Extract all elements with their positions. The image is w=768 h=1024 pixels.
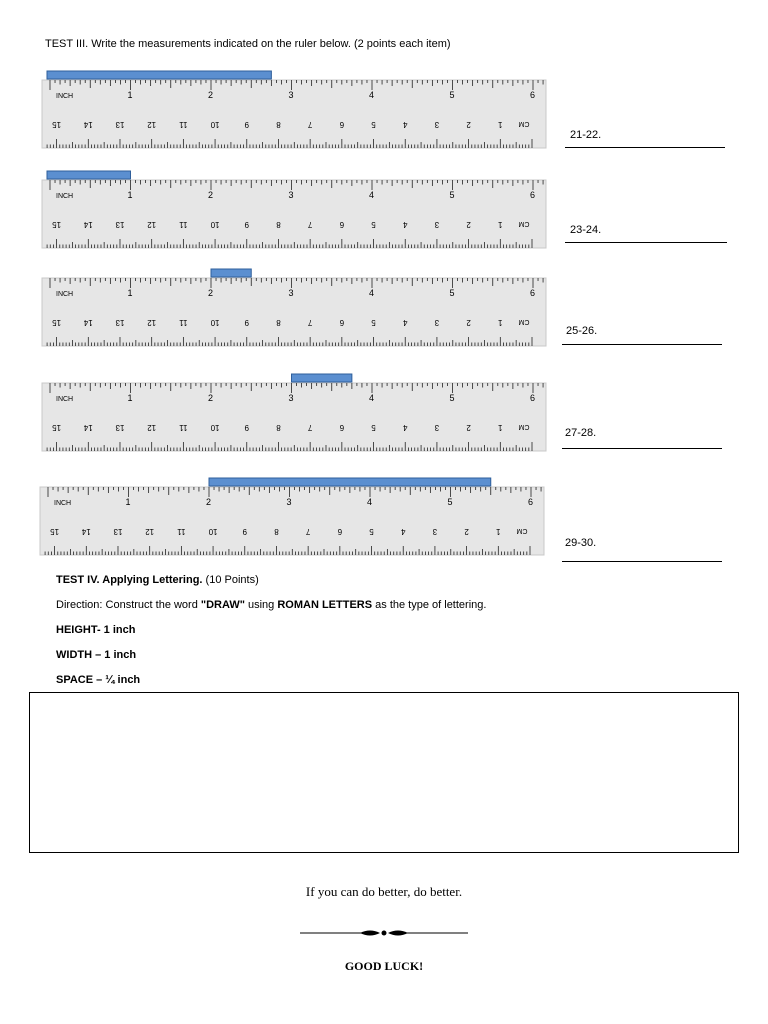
cm-number: 9 <box>244 120 249 129</box>
ruler-body <box>42 278 546 346</box>
cm-number: 9 <box>244 318 249 327</box>
cm-number: 11 <box>179 423 188 432</box>
inch-number: 6 <box>530 393 536 403</box>
cm-number: 10 <box>210 220 220 229</box>
cm-number: 11 <box>177 527 186 536</box>
cm-number: 7 <box>307 318 313 327</box>
answer-label-25-26: 25-26. <box>566 325 598 337</box>
cm-number: 4 <box>401 527 406 536</box>
cm-unit-label: CM <box>518 423 530 430</box>
cm-unit-label: CM <box>516 527 528 534</box>
cm-number: 3 <box>432 527 438 536</box>
cm-number: 13 <box>113 527 123 536</box>
test4-title: TEST IV. Applying Lettering. <box>56 574 203 586</box>
inch-number: 1 <box>127 393 133 403</box>
cm-number: 9 <box>244 423 249 432</box>
cm-number: 10 <box>210 423 220 432</box>
measurement-bar <box>211 269 251 277</box>
cm-number: 4 <box>403 318 408 327</box>
inch-unit-label: INCH <box>56 291 74 298</box>
answer-line-25-26[interactable] <box>562 344 722 345</box>
inch-number: 1 <box>127 288 133 298</box>
cm-number: 8 <box>276 220 281 229</box>
cm-number: 15 <box>52 220 62 229</box>
cm-number: 6 <box>339 220 345 229</box>
cm-number: 5 <box>371 120 376 129</box>
inch-number: 1 <box>127 90 133 100</box>
cm-number: 4 <box>403 423 408 432</box>
measurement-bar <box>47 171 131 179</box>
cm-number: 1 <box>498 318 503 327</box>
inch-number: 5 <box>449 90 455 100</box>
ruler-graphic <box>40 268 550 348</box>
cm-number: 2 <box>466 318 471 327</box>
ruler-item-2 <box>40 170 550 250</box>
ruler-body <box>40 487 544 555</box>
cm-number: 12 <box>147 220 157 229</box>
cm-number: 2 <box>466 423 471 432</box>
cm-number: 8 <box>274 527 279 536</box>
measurement-bar <box>209 478 491 486</box>
direction-post: as the type of lettering. <box>372 599 487 611</box>
inch-number: 4 <box>369 288 375 298</box>
direction-word: "DRAW" <box>200 599 245 611</box>
ruler-graphic <box>40 170 550 250</box>
ruler-body <box>42 180 546 248</box>
cm-number: 6 <box>339 423 345 432</box>
cm-number: 1 <box>498 423 503 432</box>
ruler-item-4 <box>40 373 550 457</box>
inch-unit-label: INCH <box>56 193 74 200</box>
inch-number: 5 <box>447 497 453 507</box>
cm-number: 3 <box>434 220 440 229</box>
inch-number: 1 <box>127 190 133 200</box>
answer-label-29-30: 29-30. <box>565 537 597 549</box>
answer-line-27-28[interactable] <box>562 448 722 449</box>
spec-space: SPACE – ¼ inch <box>56 674 141 686</box>
cm-number: 5 <box>371 318 376 327</box>
cm-number: 12 <box>145 527 155 536</box>
cm-number: 15 <box>52 423 62 432</box>
test4-direction <box>56 599 486 611</box>
test4-points: (10 Points) <box>202 574 259 586</box>
inch-unit-label: INCH <box>56 396 74 403</box>
cm-number: 4 <box>403 220 408 229</box>
inch-number: 4 <box>369 393 375 403</box>
cm-number: 12 <box>147 120 157 129</box>
cm-number: 15 <box>50 527 60 536</box>
cm-number: 14 <box>83 318 93 327</box>
cm-number: 8 <box>276 423 281 432</box>
ruler-body <box>42 383 546 451</box>
cm-number: 12 <box>147 318 157 327</box>
ruler-graphic <box>38 477 548 561</box>
direction-style: ROMAN LETTERS <box>277 599 373 611</box>
measurement-bar <box>47 71 271 79</box>
answer-label-27-28: 27-28. <box>565 427 597 439</box>
inch-number: 3 <box>288 288 294 298</box>
cm-number: 11 <box>179 120 188 129</box>
cm-number: 7 <box>305 527 311 536</box>
spec-width: WIDTH – 1 inch <box>56 649 137 661</box>
inch-number: 2 <box>208 90 214 100</box>
spec-height: HEIGHT- 1 inch <box>56 624 136 636</box>
cm-number: 8 <box>276 120 281 129</box>
cm-number: 10 <box>210 318 220 327</box>
cm-number: 11 <box>179 318 188 327</box>
cm-number: 12 <box>147 423 157 432</box>
cm-unit-label: CM <box>518 220 530 227</box>
inch-number: 5 <box>449 190 455 200</box>
cm-number: 6 <box>339 318 345 327</box>
inch-number: 4 <box>367 497 373 507</box>
cm-number: 1 <box>496 527 501 536</box>
ruler-item-3 <box>40 268 550 348</box>
cm-number: 5 <box>371 423 376 432</box>
cm-number: 3 <box>434 318 440 327</box>
cm-number: 7 <box>307 220 313 229</box>
cm-number: 14 <box>83 423 93 432</box>
cm-number: 7 <box>307 423 313 432</box>
inch-number: 2 <box>206 497 212 507</box>
cm-number: 14 <box>83 120 93 129</box>
cm-number: 3 <box>434 423 440 432</box>
inch-unit-label: INCH <box>56 93 74 100</box>
direction-mid: using <box>244 599 278 611</box>
inch-number: 3 <box>286 497 292 507</box>
cm-unit-label: CM <box>518 318 530 325</box>
cm-number: 13 <box>115 220 125 229</box>
cm-number: 2 <box>466 120 471 129</box>
inch-number: 2 <box>208 393 214 403</box>
inch-unit-label: INCH <box>54 500 72 507</box>
inch-number: 2 <box>208 190 214 200</box>
inch-number: 4 <box>369 190 375 200</box>
cm-number: 7 <box>307 120 313 129</box>
cm-number: 2 <box>464 527 469 536</box>
ruler-graphic <box>40 70 550 150</box>
cm-number: 1 <box>498 220 503 229</box>
inch-number: 3 <box>288 90 294 100</box>
cm-number: 6 <box>339 120 345 129</box>
cm-number: 15 <box>52 318 62 327</box>
answer-line-23-24[interactable] <box>565 242 727 243</box>
inch-number: 5 <box>449 288 455 298</box>
lettering-answer-box[interactable] <box>29 692 739 853</box>
cm-number: 13 <box>115 318 125 327</box>
ruler-item-5 <box>38 477 548 561</box>
measurement-bar <box>292 374 352 382</box>
cm-number: 2 <box>466 220 471 229</box>
inch-number: 6 <box>530 90 536 100</box>
cm-number: 9 <box>244 220 249 229</box>
inch-number: 3 <box>288 393 294 403</box>
ruler-item-1 <box>40 70 550 150</box>
cm-number: 3 <box>434 120 440 129</box>
inch-number: 1 <box>125 497 131 507</box>
cm-number: 13 <box>115 423 125 432</box>
cm-unit-label: CM <box>518 120 530 127</box>
answer-label-21-22: 21-22. <box>570 129 602 141</box>
cm-number: 14 <box>81 527 91 536</box>
inch-number: 3 <box>288 190 294 200</box>
cm-number: 8 <box>276 318 281 327</box>
cm-number: 6 <box>337 527 343 536</box>
cm-number: 5 <box>369 527 374 536</box>
answer-line-21-22[interactable] <box>565 147 725 148</box>
cm-number: 10 <box>210 120 220 129</box>
cm-number: 13 <box>115 120 125 129</box>
answer-label-23-24: 23-24. <box>570 224 602 236</box>
inch-number: 6 <box>528 497 534 507</box>
test3-instruction: TEST III. Write the measurements indicated on the ruler below. (2 points each item) <box>45 38 451 50</box>
answer-line-29-30[interactable] <box>562 561 722 562</box>
inch-number: 5 <box>449 393 455 403</box>
cm-number: 5 <box>371 220 376 229</box>
cm-number: 14 <box>83 220 93 229</box>
cm-number: 4 <box>403 120 408 129</box>
inch-number: 6 <box>530 288 536 298</box>
cm-number: 1 <box>498 120 503 129</box>
cm-number: 15 <box>52 120 62 129</box>
direction-pre: Direction: Construct the word <box>56 599 201 611</box>
inch-number: 4 <box>369 90 375 100</box>
cm-number: 10 <box>208 527 218 536</box>
footer-quote: If you can do better, do better. <box>305 884 463 899</box>
good-luck-text: GOOD LUCK! <box>344 959 424 973</box>
cm-number: 9 <box>242 527 247 536</box>
test4-heading <box>56 574 259 586</box>
inch-number: 6 <box>530 190 536 200</box>
cm-number: 11 <box>179 220 188 229</box>
inch-number: 2 <box>208 288 214 298</box>
ruler-body <box>42 80 546 148</box>
ruler-graphic <box>40 373 550 457</box>
ornamental-divider <box>300 926 468 940</box>
